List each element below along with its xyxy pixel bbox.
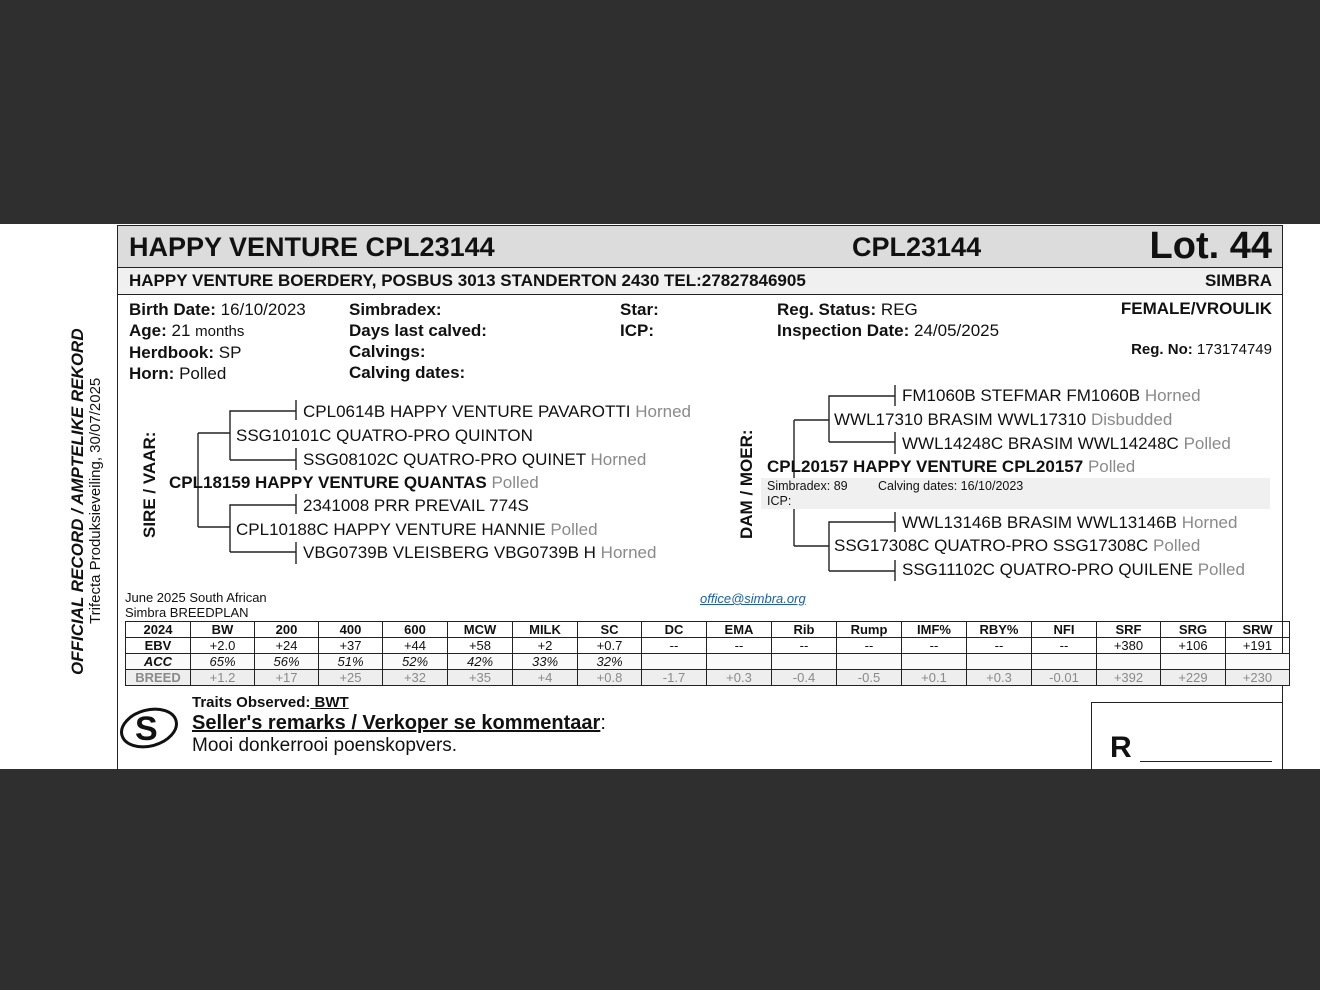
ebv-cell: SRW	[1226, 622, 1290, 638]
sire-dam-sire	[303, 496, 529, 516]
ebv-cell: 42%	[448, 654, 513, 670]
ebv-cell: +0.3	[707, 670, 772, 686]
ssd-name: SSG08102C QUATRO-PRO QUINET	[303, 450, 586, 469]
sdd-horn: Horned	[600, 543, 657, 562]
ebv-cell: -0.4	[772, 670, 837, 686]
ebv-cell	[967, 654, 1032, 670]
sire-dam	[236, 520, 598, 540]
ebv-cell: 600	[383, 622, 448, 638]
ebv-cell: +25	[319, 670, 383, 686]
dam-dam-dam	[902, 560, 1245, 580]
ebv-cell: SRF	[1097, 622, 1161, 638]
ebv-cell: +37	[319, 638, 383, 654]
simbra-logo-icon	[117, 706, 183, 752]
inspection-label: Inspection Date:	[777, 321, 910, 340]
sire-sire-sire	[303, 402, 691, 422]
price-box	[1091, 702, 1283, 769]
remarks-colon: :	[600, 712, 606, 734]
lot-number: Lot. 44	[1149, 225, 1272, 267]
sss-horn: Horned	[635, 402, 692, 421]
ds-horn: Disbudded	[1091, 410, 1173, 429]
dam-sire-dam	[902, 434, 1231, 454]
ebv-cell	[1097, 654, 1161, 670]
dam-icp: ICP:	[767, 494, 792, 508]
breedplan-note	[125, 590, 267, 620]
ebv-cell: 200	[255, 622, 319, 638]
ssd-horn: Horned	[590, 450, 647, 469]
ebv-cell: +4	[513, 670, 578, 686]
traits-observed	[192, 694, 349, 711]
dsd-horn: Polled	[1183, 434, 1231, 453]
birth-value: 16/10/2023	[220, 300, 306, 319]
official-record-label: OFFICIAL RECORD / AMPTELIKE REKORD	[68, 328, 87, 675]
sale-name: Trifecta Produksieveiling, 30/07/2025	[87, 377, 104, 624]
ebv-cell: --	[837, 638, 902, 654]
ebv-cell: 65%	[191, 654, 255, 670]
regno-label: Reg. No:	[1131, 341, 1193, 358]
days-label: Days last calved:	[349, 321, 487, 340]
ddd-horn: Polled	[1197, 560, 1245, 579]
ebv-cell: --	[967, 638, 1032, 654]
breedplan-note-1: June 2025 South African	[125, 590, 267, 605]
sire-sire-dam	[303, 450, 646, 470]
sd-name: CPL10188C HAPPY VENTURE HANNIE	[236, 520, 546, 539]
dds-name: WWL13146B BRASIM WWL13146B	[902, 513, 1177, 532]
price-label: R	[1110, 731, 1132, 764]
ss-name: SSG10101C QUATRO-PRO QUINTON	[236, 426, 533, 445]
ebv-cell: --	[772, 638, 837, 654]
sds-name: 2341008 PRR PREVAIL 774S	[303, 496, 529, 515]
dds-horn: Horned	[1181, 513, 1238, 532]
dd-horn: Polled	[1153, 536, 1201, 555]
ebv-cell: +106	[1161, 638, 1226, 654]
ebv-cell: +229	[1161, 670, 1226, 686]
calving-dates-label: Calving dates:	[349, 363, 466, 382]
dss-name: FM1060B STEFMAR FM1060B	[902, 386, 1141, 405]
sire-sire	[236, 426, 533, 446]
ebv-cell: BREED	[126, 670, 191, 686]
traits-label: Traits Observed:	[192, 694, 311, 711]
ebv-cell: SC	[578, 622, 642, 638]
dam-sire-sire	[902, 386, 1201, 406]
ebv-cell: +17	[255, 670, 319, 686]
ebv-cell: --	[902, 638, 967, 654]
dd-name: SSG17308C QUATRO-PRO SSG17308C	[834, 536, 1149, 555]
ebv-cell: EMA	[707, 622, 772, 638]
ebv-cell: +230	[1226, 670, 1290, 686]
dam-dam-sire	[902, 513, 1237, 533]
sire-name: CPL18159 HAPPY VENTURE QUANTAS	[169, 473, 487, 492]
ebv-cell: +0.1	[902, 670, 967, 686]
dam-label: DAM / MOER:	[737, 429, 756, 539]
herdbook-value: SP	[218, 343, 242, 362]
dam-calving: Calving dates: 16/10/2023	[878, 479, 1024, 493]
dam-simbradex: Simbradex: 89	[767, 479, 848, 493]
ebv-cell	[902, 654, 967, 670]
age-value: 21	[171, 321, 191, 340]
ds-name: WWL17310 BRASIM WWL17310	[834, 410, 1087, 429]
ebv-cell: EBV	[126, 638, 191, 654]
dam-horn: Polled	[1087, 457, 1136, 476]
ebv-cell	[837, 654, 902, 670]
sire-label: SIRE / VAAR:	[140, 431, 159, 538]
remarks-title: Seller's remarks / Verkoper se kommentaar	[192, 712, 601, 734]
ebv-cell: MILK	[513, 622, 578, 638]
ebv-cell	[1226, 654, 1290, 670]
email-link[interactable]: office@simbra.org	[700, 591, 806, 606]
traits-value: BWT	[310, 694, 349, 711]
ebv-cell: NFI	[1032, 622, 1097, 638]
ebv-cell: +392	[1097, 670, 1161, 686]
ebv-cell	[642, 654, 707, 670]
reg-status-label: Reg. Status:	[777, 300, 877, 319]
ebv-cell: 2024	[126, 622, 191, 638]
ebv-cell: +380	[1097, 638, 1161, 654]
ebv-cell: SRG	[1161, 622, 1226, 638]
age-label: Age:	[129, 321, 167, 340]
ebv-cell	[772, 654, 837, 670]
icp-label: ICP:	[620, 321, 654, 340]
dam-name: CPL20157 HAPPY VENTURE CPL20157	[767, 457, 1084, 476]
ebv-cell: DC	[642, 622, 707, 638]
ebv-cell: --	[642, 638, 707, 654]
regno-value: 173174749	[1196, 341, 1272, 358]
ebv-cell	[1032, 654, 1097, 670]
ebv-cell: +0.7	[578, 638, 642, 654]
catalogue-card	[0, 224, 1320, 769]
ddd-name: SSG11102C QUATRO-PRO QUILENE	[902, 560, 1193, 579]
ebv-cell: 56%	[255, 654, 319, 670]
ebv-row	[126, 638, 1290, 654]
ebv-cell	[1161, 654, 1226, 670]
ebv-cell	[707, 654, 772, 670]
horn-label: Horn:	[129, 364, 175, 383]
simbradex-label: Simbradex:	[349, 300, 442, 319]
acc-row	[126, 654, 1290, 670]
ebv-cell: -1.7	[642, 670, 707, 686]
ebv-cell: IMF%	[902, 622, 967, 638]
remarks-heading	[192, 712, 606, 735]
dam	[767, 457, 1135, 477]
ebv-cell: 400	[319, 622, 383, 638]
remarks-text: Mooi donkerrooi poenskopvers.	[192, 735, 458, 756]
ebv-cell: BW	[191, 622, 255, 638]
ebv-cell: 52%	[383, 654, 448, 670]
ebv-cell: 51%	[319, 654, 383, 670]
ebv-cell: -0.01	[1032, 670, 1097, 686]
ebv-cell: +58	[448, 638, 513, 654]
ebv-cell: +35	[448, 670, 513, 686]
dss-horn: Horned	[1144, 386, 1201, 405]
ebv-cell: Rump	[837, 622, 902, 638]
ebv-cell: ACC	[126, 654, 191, 670]
sex: FEMALE/VROULIK	[1120, 299, 1272, 318]
birth-label: Birth Date:	[129, 300, 216, 319]
breed-row	[126, 670, 1290, 686]
sss-name: CPL0614B HAPPY VENTURE PAVAROTTI	[303, 402, 631, 421]
ebv-cell: RBY%	[967, 622, 1032, 638]
ebv-cell: +44	[383, 638, 448, 654]
reg-status-value: REG	[880, 300, 918, 319]
ebv-header-row	[126, 622, 1290, 638]
ebv-cell: --	[707, 638, 772, 654]
dam-dam	[834, 536, 1200, 556]
sire-horn: Polled	[491, 473, 539, 492]
breed: SIMBRA	[1204, 271, 1272, 290]
sire	[169, 473, 539, 493]
ebv-cell: --	[1032, 638, 1097, 654]
ebv-cell: 33%	[513, 654, 578, 670]
ebv-cell: -0.5	[837, 670, 902, 686]
herdbook-label: Herdbook:	[129, 343, 214, 362]
ebv-cell: +24	[255, 638, 319, 654]
ebv-cell: +2.0	[191, 638, 255, 654]
dsd-name: WWL14248C BRASIM WWL14248C	[902, 434, 1179, 453]
breeder-address: HAPPY VENTURE BOERDERY, POSBUS 3013 STANDERTON 2430 TEL:27827846905	[129, 271, 806, 290]
star-label: Star:	[620, 300, 659, 319]
ebv-cell: Rib	[772, 622, 837, 638]
sire-dam-dam	[303, 543, 656, 563]
ebv-cell: +0.3	[967, 670, 1032, 686]
dam-sire	[834, 410, 1172, 430]
ebv-table	[125, 621, 1290, 686]
simbra-logo-letter: S	[135, 710, 158, 748]
sd-horn: Polled	[550, 520, 598, 539]
ebv-cell: 32%	[578, 654, 642, 670]
animal-name: HAPPY VENTURE CPL23144	[129, 232, 495, 262]
inspection-value: 24/05/2025	[913, 321, 1000, 340]
ebv-cell: +191	[1226, 638, 1290, 654]
ebv-cell: +2	[513, 638, 578, 654]
horn-value: Polled	[179, 364, 227, 383]
ebv-cell: +0.8	[578, 670, 642, 686]
calvings-label: Calvings:	[349, 342, 426, 361]
sdd-name: VBG0739B VLEISBERG VBG0739B H	[303, 543, 596, 562]
age-unit: months	[195, 323, 245, 340]
price-line[interactable]	[1140, 761, 1272, 762]
reg-code: CPL23144	[852, 232, 982, 262]
breedplan-note-2: Simbra BREEDPLAN	[125, 605, 249, 620]
ebv-cell: +1.2	[191, 670, 255, 686]
ebv-cell: +32	[383, 670, 448, 686]
ebv-cell: MCW	[448, 622, 513, 638]
